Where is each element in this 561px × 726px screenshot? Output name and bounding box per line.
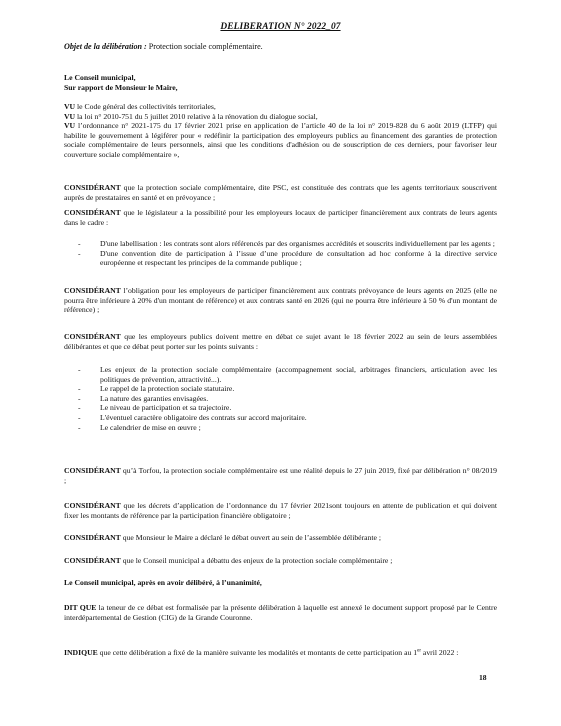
council-heading (64, 73, 497, 92)
vu-label: VU (64, 102, 76, 111)
vu-section (64, 102, 497, 160)
objet-line (64, 42, 263, 51)
considerant-text: qu’à Torfou, la protection sociale complémentaire est une réalité depuis le 27 juin 2019, fixé par délibération n° 08/2019 ; (64, 466, 497, 485)
considerant-text: que les décrets d’application de l’ordonnance du 17 février 2021sont toujours en attente de publication et qui doivent fixer les montants de référence par la participation financière obligatoire ; (64, 501, 497, 520)
deliberation-title: DELIBERATION N° 2022_07 (220, 22, 341, 32)
vu-label: VU (64, 111, 76, 121)
considerant-label: CONSIDÉRANT (64, 556, 121, 565)
considerant-1 (64, 183, 497, 202)
list-item: - Le niveau de participation et sa trajectoire. (78, 403, 232, 413)
considerant-text: que le Conseil municipal a débattu des enjeux de la protection sociale complémentaire ; (120, 556, 393, 565)
list-item: - La nature des garanties envisagées. (78, 393, 209, 403)
considerant-6 (64, 501, 497, 520)
dit-que-label: DIT QUE (64, 603, 97, 612)
list-item-text: D'une labellisation : les contrats sont alors référencés par des organismes accrédités et souscrits individuellement par les agents ; (100, 239, 495, 248)
considerant-text: que la protection sociale complémentaire, dite PSC, est constituée des contrats que les agents territoriaux souscrivent auprès de prestataires en santé et en prévoyance ; (64, 183, 497, 202)
considerant-text: l’obligation pour les employeurs de participer financièrement aux contrats prévoyance de leurs agents en 2025 (elle ne pourra être inférieure à 20% d'un montant de référence) et aux contrats santé en 2026 (qui ne pourra être inférieure à 50 % d'un montant de référence) ; (64, 286, 497, 315)
list-item-text: La nature des garanties envisagées. (100, 393, 209, 403)
considerant-8 (64, 556, 497, 566)
list-item: - Le calendrier de mise en œuvre ; (78, 422, 201, 432)
considerant-label: CONSIDÉRANT (64, 332, 121, 341)
considerant-label: CONSIDÉRANT (64, 501, 121, 510)
considerant-label: CONSIDÉRANT (64, 466, 121, 475)
considerant-label: CONSIDÉRANT (64, 533, 121, 542)
list-item: - Le rappel de la protection sociale statutaire. (78, 384, 235, 394)
dit-que-paragraph (64, 603, 497, 622)
indique-text: que cette délibération a fixé de la manière suivante les modalités et montants de cette participation au 1 (97, 648, 418, 657)
indique-label: INDIQUE (64, 648, 98, 657)
list-item-text: Les enjeux de la protection sociale complémentaire (accompagnement social, arbitrages financiers, articulation avec les politiques de prévention, attractivité...). (100, 365, 497, 384)
objet-text: Protection sociale complémentaire. (146, 42, 263, 51)
vu-item (64, 121, 497, 159)
c4-list (78, 365, 497, 432)
considerant-label: CONSIDÉRANT (64, 208, 121, 217)
considerant-7 (64, 533, 497, 543)
list-item: - L'éventuel caractère obligatoire des contrats sur accord majoritaire. (78, 412, 307, 422)
vu-item (64, 102, 497, 112)
list-item: - D'une labellisation : les contrats sont alors référencés par des organismes accrédités et souscrits individuellement par les agents ; (78, 239, 495, 248)
considerant-4 (64, 332, 497, 351)
considerant-label: CONSIDÉRANT (64, 183, 121, 192)
list-item: - Les enjeux de la protection sociale complémentaire (accompagnement social, arbitrages financiers, articulation avec les politiques de prévention, attractivité...). (78, 365, 497, 384)
dit-que-text: la teneur de ce débat est formalisée par la présente délibération à laquelle est annexé le document support proposé par le Centre interdépartemental de Gestion (CIG) de la Grande Couronne. (64, 603, 497, 622)
list-item-text: Le rappel de la protection sociale statutaire. (100, 384, 235, 394)
list-item-text: L'éventuel caractère obligatoire des contrats sur accord majoritaire. (100, 412, 307, 422)
considerant-text: que le législateur a la possibilité pour les employeurs locaux de participer financièrement aux contrats de leurs agents dans le cadre : (64, 208, 497, 227)
considerant-5 (64, 466, 497, 485)
page-number: 18 (479, 673, 487, 682)
list-item-text: Le calendrier de mise en œuvre ; (100, 422, 201, 432)
council-line-2: Sur rapport de Monsieur le Maire, (64, 82, 178, 92)
vu-item (64, 112, 497, 122)
indique-paragraph (64, 648, 497, 658)
considerant-text: que Monsieur le Maire a déclaré le débat ouvert au sein de l’assemblée délibérante ; (120, 533, 382, 542)
vu-text: le Code général des collectivités territoriales, (75, 102, 216, 111)
list-item-text: Le niveau de participation et sa trajectoire. (100, 403, 232, 413)
unanimite-line: Le Conseil municipal, après en avoir délibéré, à l’unanimité, (64, 578, 262, 587)
considerant-3 (64, 286, 497, 315)
list-item: - D'une convention dite de participation à l’issue d’une procédure de consultation ad hoc conforme à la directive service européenne et respectant les principes de la commande publique ; (78, 248, 497, 268)
objet-label: Objet de la délibération : (64, 42, 147, 51)
vu-text: l’ordonnance n° 2021-175 du 17 février 2021 prise en application de l’article 40 de la loi n° 2019-828 du 6 août 2019 (LTFP) qui habilite le gouvernement à légiférer pour « redéfinir la participation des employeurs publics au financement des garanties de protection sociale complémentaire de leurs personnels, ainsi que les conditions d'adhésion ou de souscription de ces derniers, pour favoriser leur couverture sociale complémentaire », (64, 121, 497, 159)
indique-superscript: er (417, 648, 421, 654)
indique-text-end: avril 2022 : (420, 648, 459, 657)
vu-label: VU (64, 121, 76, 131)
considerant-label: CONSIDÉRANT (64, 286, 121, 295)
vu-text: la loi n° 2010-751 du 5 juillet 2010 relative à la rénovation du dialogue social, (75, 111, 318, 121)
considerant-2 (64, 208, 497, 227)
considerant-text: que les employeurs publics doivent mettre en débat ce sujet avant le 18 février 2022 au sein de leurs assemblées délibérantes et que ce débat peut porter sur les points suivants : (64, 332, 497, 351)
council-line-1: Le Conseil municipal, (64, 73, 136, 82)
c2-list (78, 239, 497, 268)
list-item-text: D'une convention dite de participation à l’issue d’une procédure de consultation ad hoc conforme à la directive service européenne et respectant les principes de la commande publique ; (100, 248, 497, 268)
